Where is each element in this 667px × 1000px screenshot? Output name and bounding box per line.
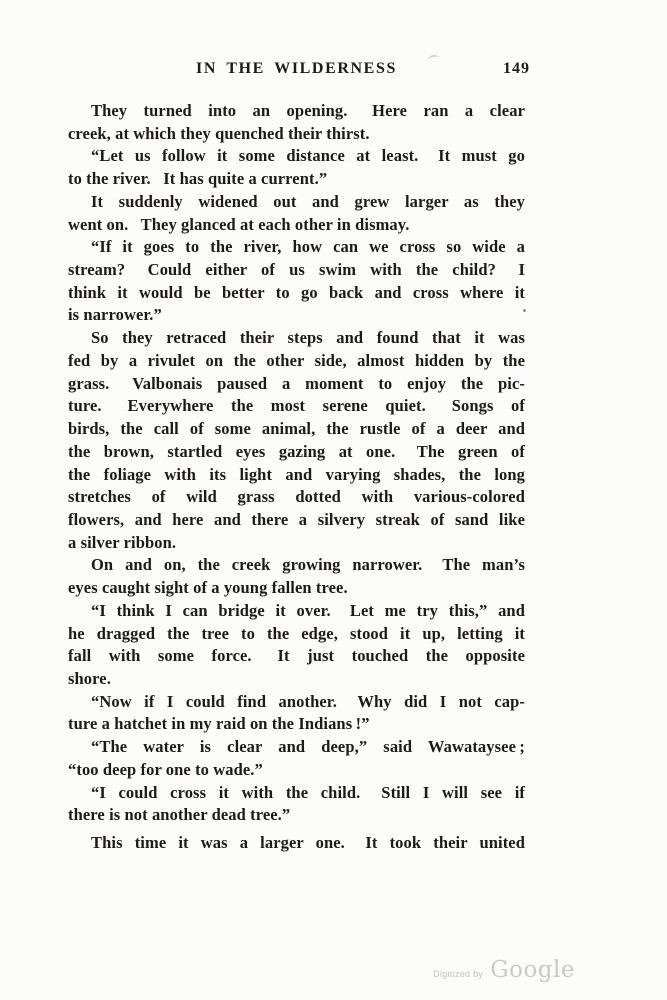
text-line: “If it goes to the river, how can we cross so wide a bbox=[91, 237, 525, 257]
text-line: “Let us follow it some distance at least. It must go bbox=[91, 146, 525, 166]
text-line: “I could cross it with the child. Still I will see if bbox=[91, 782, 525, 802]
text-line: birds, the call of some animal, the rustle of a deer and bbox=[68, 419, 525, 439]
text-line: On and on, the creek growing narrower. The man’s bbox=[91, 555, 525, 575]
text-line: to the river. It has quite a current.” bbox=[68, 169, 328, 189]
running-header bbox=[68, 60, 530, 84]
text-line: “too deep for one to wade.” bbox=[68, 759, 263, 779]
text-line: went on. They glanced at each other in dismay. bbox=[68, 214, 410, 234]
text-line: the brown, startled eyes gazing at one. The green of bbox=[68, 441, 525, 461]
text-line: “The water is clear and deep,” said Wawataysee ; bbox=[91, 737, 525, 757]
text-line: This time it was a larger one. It took their united bbox=[91, 833, 525, 852]
text-line: ture. Everywhere the most serene quiet. Songs of bbox=[68, 396, 525, 416]
chapter-title: IN THE WILDERNESS bbox=[196, 60, 397, 77]
text-line: It suddenly widened out and grew larger as they bbox=[91, 191, 525, 211]
text-line: there is not another dead tree.” bbox=[68, 805, 291, 825]
text-line: flowers, and here and there a silvery streak of sand like bbox=[68, 509, 525, 529]
text-line: fall with some force. It just touched the opposite bbox=[68, 646, 525, 666]
watermark bbox=[433, 957, 575, 983]
text-line: the foliage with its light and varying shades, the long bbox=[68, 464, 525, 484]
scan-speck bbox=[523, 309, 526, 312]
text-line: stream? Could either of us swim with the child? I bbox=[68, 260, 525, 280]
text-line: he dragged the tree to the edge, stood it up, letting it bbox=[68, 623, 525, 643]
text-line: stretches of wild grass dotted with various-colored bbox=[68, 487, 525, 507]
text-line: eyes caught sight of a young fallen tree. bbox=[68, 578, 348, 598]
body-text bbox=[68, 100, 525, 855]
text-line: They turned into an opening. Here ran a clear bbox=[91, 101, 525, 120]
text-line: think it would be better to go back and cross where it bbox=[68, 282, 525, 302]
text-line: fed by a rivulet on the other side, almost hidden by the bbox=[68, 350, 525, 370]
text-line: “Now if I could find another. Why did I not cap- bbox=[91, 691, 525, 711]
text-line: a silver ribbon. bbox=[68, 532, 177, 552]
watermark-text: Digitized by bbox=[433, 969, 484, 979]
page-number: 149 bbox=[503, 60, 530, 77]
text-line: grass. Valbonais paused a moment to enjoy the pic- bbox=[68, 373, 525, 393]
text-line: ture a hatchet in my raid on the Indians !” bbox=[68, 714, 370, 734]
google-logo: Google bbox=[490, 957, 575, 983]
text-line: creek, at which they quenched their thirst. bbox=[68, 123, 370, 143]
text-line: is narrower.” bbox=[68, 305, 162, 325]
text-line: “I think I can bridge it over. Let me try this,” and bbox=[91, 600, 525, 620]
text-line: shore. bbox=[68, 668, 111, 688]
text-line: So they retraced their steps and found that it was bbox=[91, 328, 525, 348]
